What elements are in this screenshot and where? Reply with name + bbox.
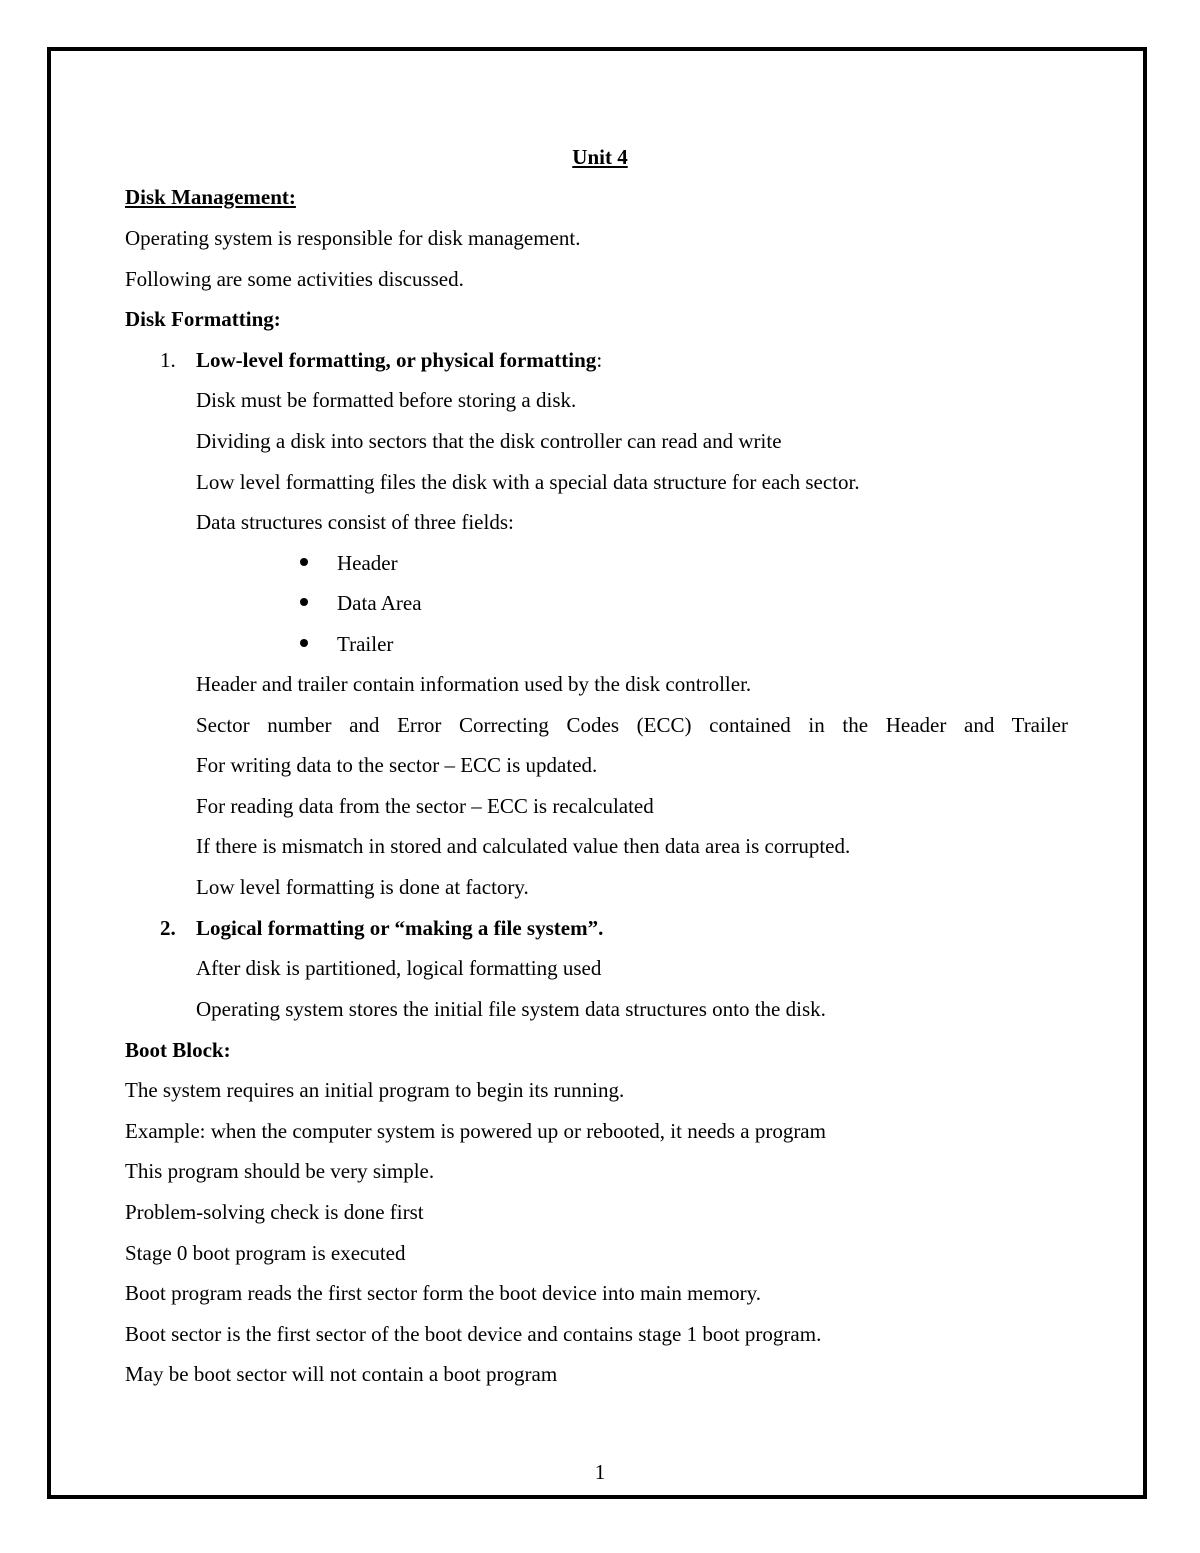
intro-line: Following are some activities discussed. [125,267,464,291]
bullet-item: Data Area [337,591,422,615]
body-line: Sector number and Error Correcting Codes (ECC) contained in the Header and Trailer [196,713,1068,737]
body-line: Low level formatting files the disk with a special data structure for each sector. [196,470,860,494]
boot-block-heading: Boot Block: [125,1038,231,1062]
body-line: Dividing a disk into sectors that the disk controller can read and write [196,429,782,453]
body-line: Low level formatting is done at factory. [196,875,529,899]
body-line: The system requires an initial program to begin its running. [125,1078,625,1102]
body-line: Boot sector is the first sector of the boot device and contains stage 1 boot program. [125,1322,822,1346]
page-number: 1 [594,1460,606,1484]
body-line: May be boot sector will not contain a boot program [125,1362,558,1386]
list-item-label-suffix: : [596,348,603,372]
body-line: For reading data from the sector – ECC is recalculated [196,794,654,818]
intro-line: Operating system is responsible for disk management. [125,226,581,250]
body-line: Header and trailer contain information used by the disk controller. [196,672,752,696]
body-line: For writing data to the sector – ECC is updated. [196,753,598,777]
body-line: This program should be very simple. [125,1159,435,1183]
list-item-label: Logical formatting or “making a file system”. [196,916,604,940]
list-item-label [196,347,602,373]
body-line: Example: when the computer system is powered up or rebooted, it needs a program [125,1119,826,1143]
bullet-icon [300,598,308,606]
body-line: After disk is partitioned, logical formatting used [196,956,602,980]
bullet-item: Trailer [337,632,394,656]
body-line: Operating system stores the initial file system data structures onto the disk. [196,997,826,1021]
body-line: Problem-solving check is done first [125,1200,424,1224]
body-line: Stage 0 boot program is executed [125,1241,406,1265]
list-item-label-bold: Low-level formatting, or physical formatting [196,348,597,372]
bullet-icon [300,558,308,566]
page-title: Unit 4 [572,145,628,169]
body-line: Disk must be formatted before storing a disk. [196,388,577,412]
list-number: 1. [160,348,176,372]
list-number: 2. [160,916,176,940]
disk-formatting-heading: Disk Formatting: [125,307,281,331]
bullet-icon [300,639,308,647]
body-line: Data structures consist of three fields: [196,510,514,534]
bullet-item: Header [337,551,398,575]
disk-management-heading: Disk Management: [125,185,296,209]
body-line: Boot program reads the first sector form the boot device into main memory. [125,1281,762,1305]
body-line: If there is mismatch in stored and calculated value then data area is corrupted. [196,834,851,858]
